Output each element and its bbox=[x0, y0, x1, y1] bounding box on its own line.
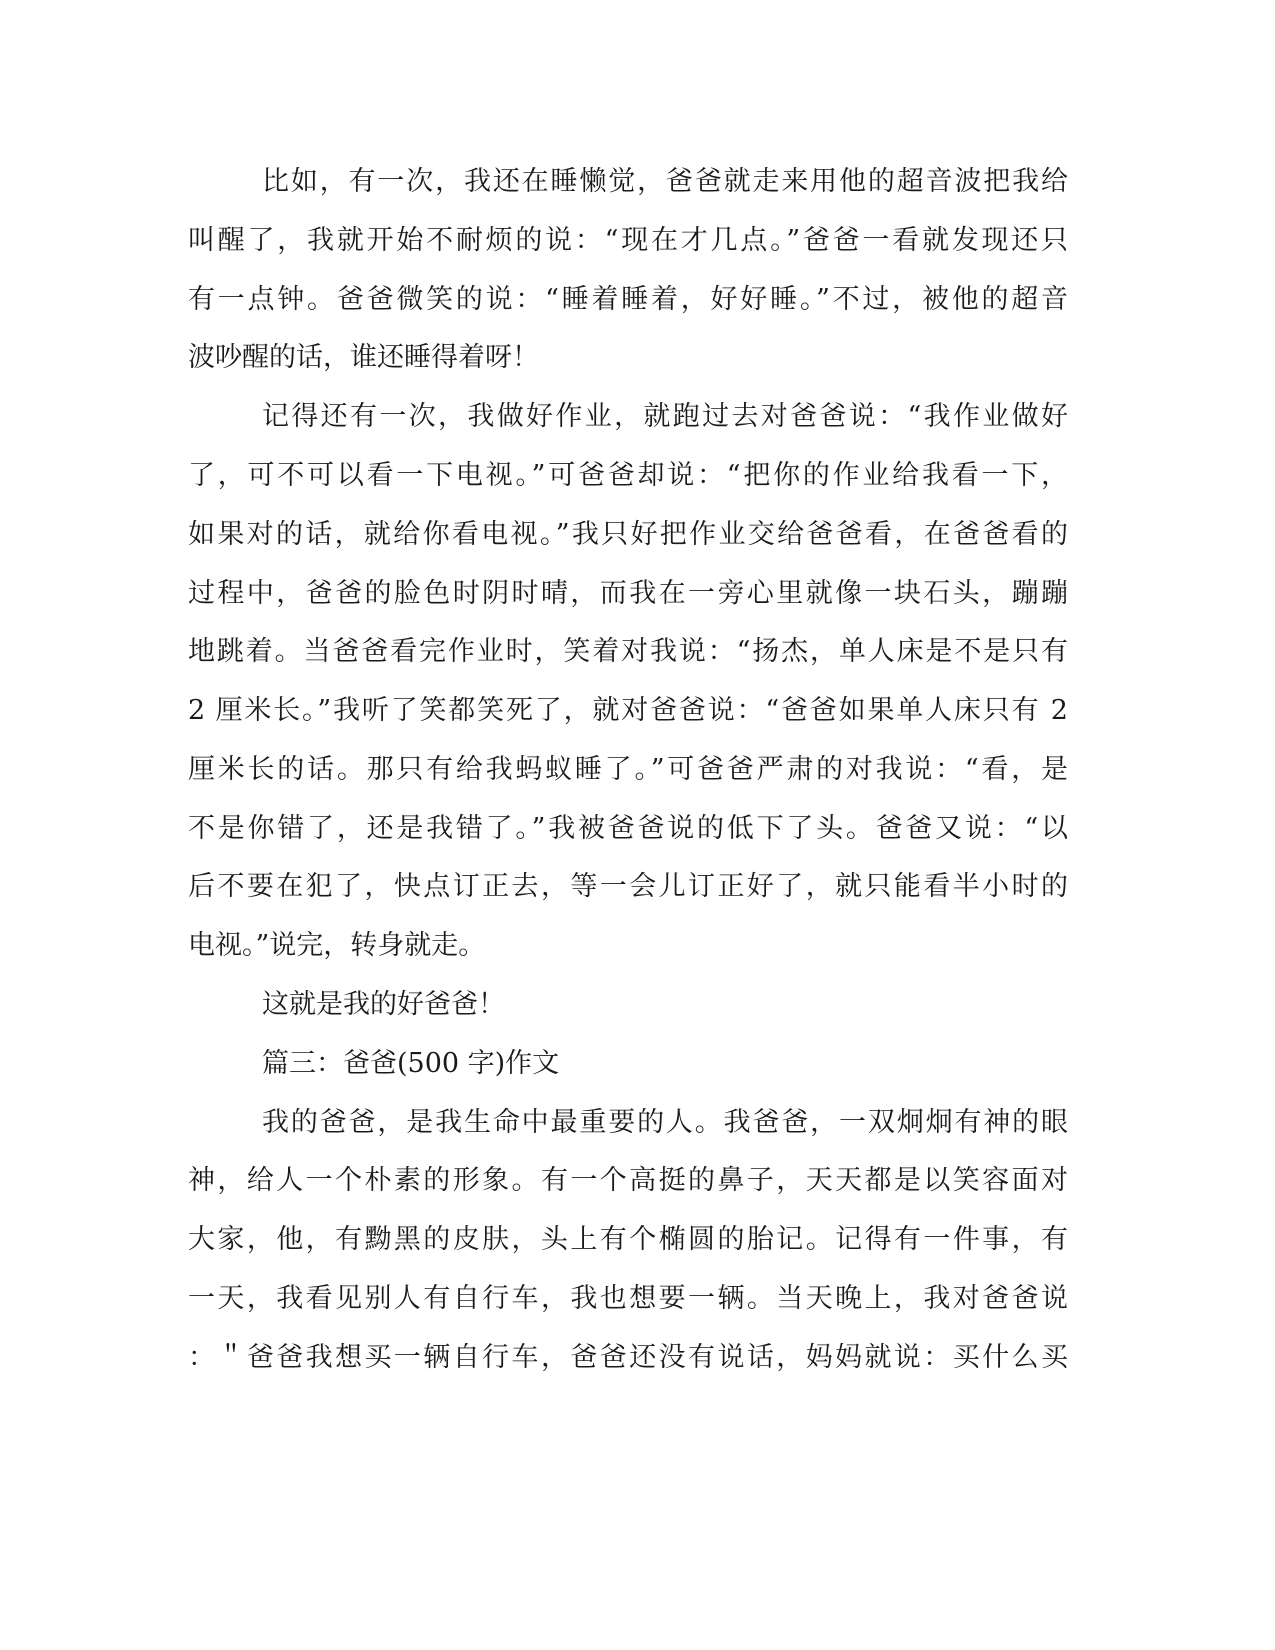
text-line: 有一点钟。爸爸微笑的说：“睡着睡着，好好睡。”不过，被他的超音 bbox=[188, 284, 1068, 315]
text-line: 比如，有一次，我还在睡懒觉，爸爸就走来用他的超音波把我给 bbox=[262, 166, 1068, 197]
text-line: 后不要在犯了，快点订正去，等一会儿订正好了，就只能看半小时的 bbox=[188, 871, 1068, 902]
text-line: 厘米长的话。那只有给我蚂蚁睡了。”可爸爸严肃的对我说：“看，是 bbox=[188, 754, 1068, 785]
text-line: 大家，他，有黝黑的皮肤，头上有个椭圆的胎记。记得有一件事，有 bbox=[188, 1224, 1068, 1255]
text-line: 神，给人一个朴素的形象。有一个高挺的鼻子，天天都是以笑容面对 bbox=[188, 1165, 1068, 1196]
text-line: 如果对的话，就给你看电视。”我只好把作业交给爸爸看，在爸爸看的 bbox=[188, 519, 1068, 550]
text-line: 叫醒了，我就开始不耐烦的说：“现在才几点。”爸爸一看就发现还只 bbox=[188, 225, 1068, 256]
text-line: 了，可不可以看一下电视。”可爸爸却说：“把你的作业给我看一下， bbox=[188, 460, 1068, 491]
text-line: ：＂爸爸我想买一辆自行车，爸爸还没有说话，妈妈就说：买什么买 bbox=[188, 1342, 1068, 1373]
text-line: 电视。”说完，转身就走。 bbox=[188, 930, 486, 961]
text-line: 一天，我看见别人有自行车，我也想要一辆。当天晚上，我对爸爸说 bbox=[188, 1283, 1068, 1314]
text-line: 地跳着。当爸爸看完作业时，笑着对我说：“扬杰，单人床是不是只有 bbox=[188, 636, 1068, 667]
text-line: 这就是我的好爸爸！ bbox=[262, 989, 505, 1020]
text-line: 波吵醒的话，谁还睡得着呀！ bbox=[188, 342, 539, 373]
text-line: 我的爸爸，是我生命中最重要的人。我爸爸，一双炯炯有神的眼 bbox=[262, 1107, 1068, 1138]
text-line: 2 厘米长。”我听了笑都笑死了，就对爸爸说：“爸爸如果单人床只有 2 bbox=[188, 695, 1068, 726]
section-heading: 篇三：爸爸(500 字)作文 bbox=[262, 1048, 560, 1079]
text-line: 记得还有一次，我做好作业，就跑过去对爸爸说：“我作业做好 bbox=[262, 401, 1068, 432]
text-line: 过程中，爸爸的脸色时阴时晴，而我在一旁心里就像一块石头，蹦蹦 bbox=[188, 578, 1068, 609]
text-line: 不是你错了，还是我错了。”我被爸爸说的低下了头。爸爸又说：“以 bbox=[188, 813, 1068, 844]
